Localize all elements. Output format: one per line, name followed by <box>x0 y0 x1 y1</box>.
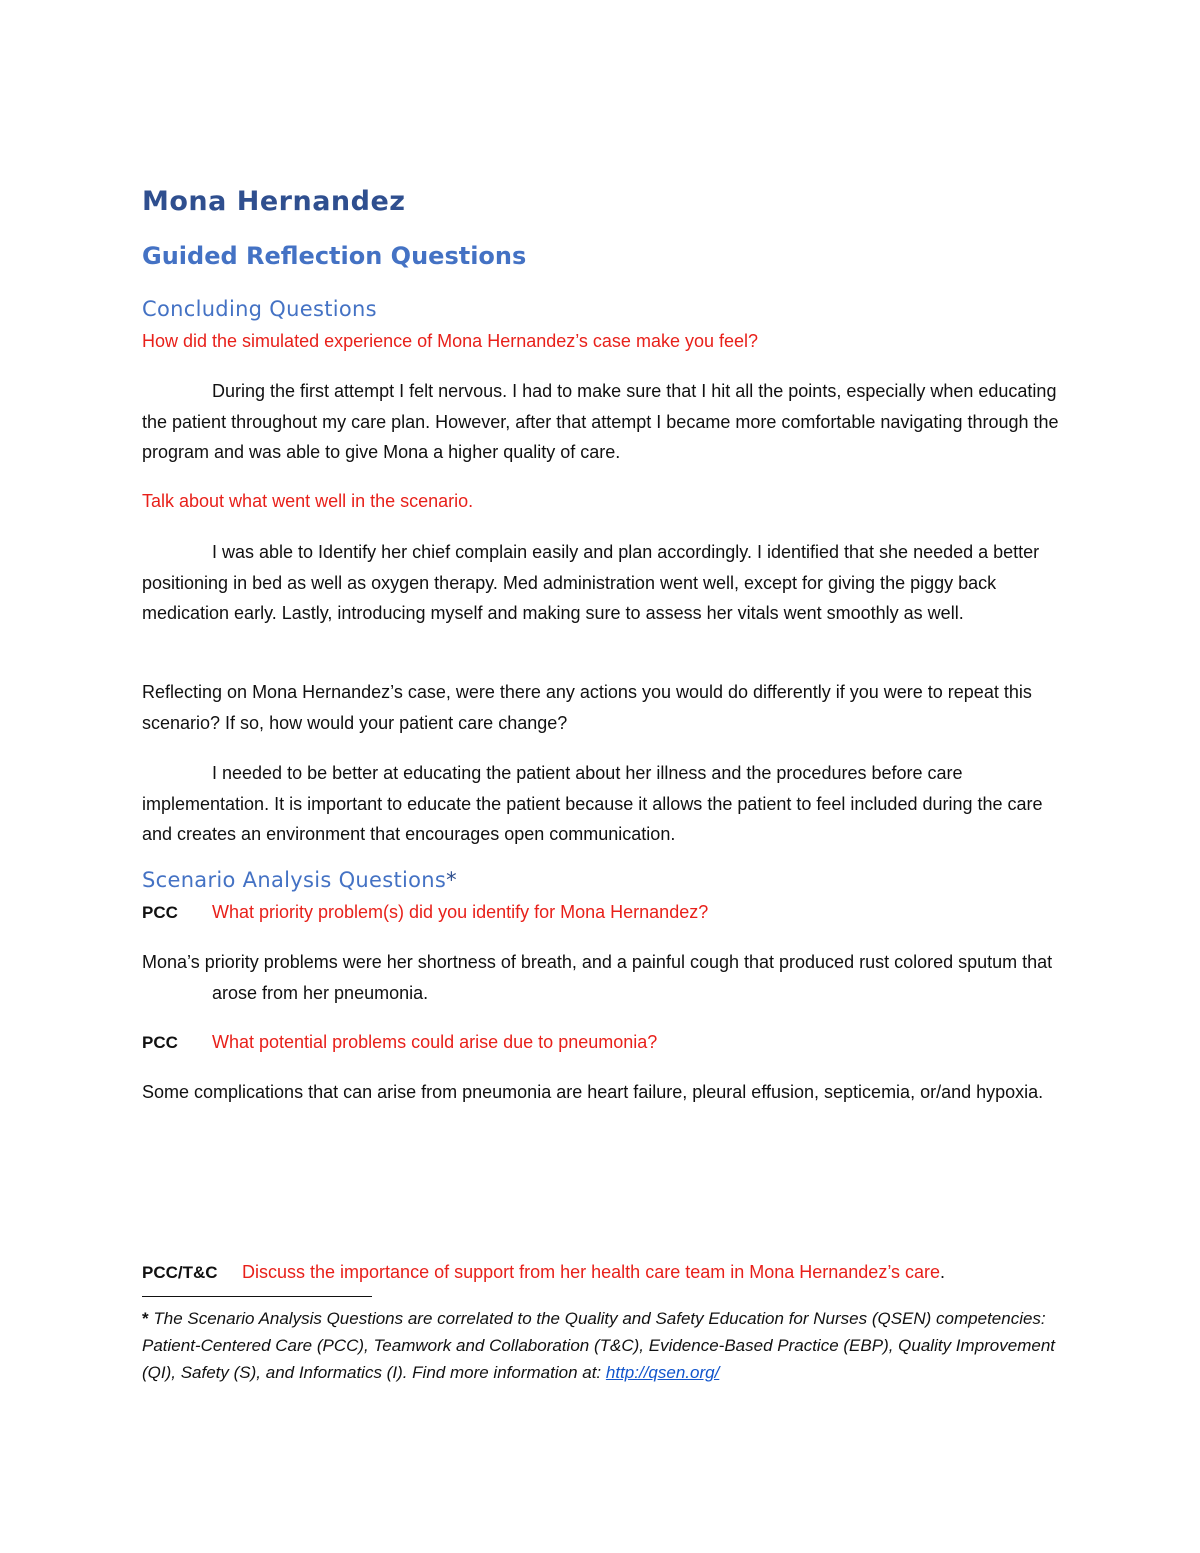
qsen-link[interactable]: http://qsen.org/ <box>605 1363 720 1382</box>
subtitle-heading: Guided Reflection Questions <box>142 242 527 270</box>
scenario-label: PCC/T&C <box>142 1263 218 1282</box>
answer-feel-text: During the first attempt I felt nervous. I had to make sure that I hit all the points, especially when educating the patient throughout my care plan. However, after that attempt I became more comfortable navigating through the program and was able to give Mona a higher quality of care. <box>142 381 1059 462</box>
footnote-text: The Scenario Analysis Questions are correlated to the Quality and Safety Education for Nurses (QSEN) competencies: Patient-Centered Care (PCC), Teamwork and Collaboration (T&C), Evidence-Based Practice (EBP), Quality Improvement (QI), Safety (S), and Informatics (I). Find more information at: <box>142 1309 1056 1382</box>
scenario-question: What potential problems could arise due to pneumonia? <box>212 1032 658 1052</box>
question-differently: Reflecting on Mona Hernandez’s case, were there any actions you would do differently if you were to repeat this scenario? If so, how would your patient care change? <box>142 682 1032 733</box>
scenario-analysis-heading <box>142 868 457 892</box>
scenario-question-end: . <box>940 1262 946 1282</box>
scenario-question: Discuss the importance of support from her health care team in Mona Hernandez’s care <box>242 1262 941 1282</box>
concluding-questions-heading: Concluding Questions <box>142 297 377 321</box>
scenario-answer-potential: Some complications that can arise from pneumonia are heart failure, pleural effusion, septicemia, or/and hypoxia. <box>142 1082 1044 1102</box>
answer-differently <box>142 758 1062 850</box>
name-heading: Mona Hernandez <box>142 186 406 217</box>
scenario-label: PCC <box>142 903 178 922</box>
answer-differently-text: I needed to be better at educating the patient about her illness and the procedures before care implementation. It is important to educate the patient because it allows the patient to feel included during the care and creates an environment that encourages open communication. <box>142 763 1043 844</box>
scenario-question: What priority problem(s) did you identify for Mona Hernandez? <box>212 902 709 922</box>
scenario-answer-priority: Mona’s priority problems were her shortness of breath, and a painful cough that produced rust colored sputum that arose from her pneumonia. <box>142 952 1053 1003</box>
scenario-item-support <box>142 1262 945 1283</box>
scenario-item-potential <box>142 1032 657 1053</box>
scenario-analysis-heading-text: Scenario Analysis Questions <box>142 868 447 892</box>
scenario-analysis-heading-mark: * <box>446 868 457 892</box>
scenario-label: PCC <box>142 1033 178 1052</box>
answer-went-well <box>142 537 1062 629</box>
answer-feel <box>142 376 1062 468</box>
question-went-well: Talk about what went well in the scenario. <box>142 491 474 511</box>
footnote-mark: * <box>142 1309 149 1328</box>
question-feel: How did the simulated experience of Mona Hernandez’s case make you feel? <box>142 331 759 351</box>
footnote-divider <box>142 1296 372 1297</box>
scenario-item-priority <box>142 902 708 923</box>
footnote <box>142 1305 1072 1386</box>
answer-went-well-text: I was able to Identify her chief complain easily and plan accordingly. I identified that she needed a better positioning in bed as well as oxygen therapy. Med administration went well, except for giving the piggy back medication early. Lastly, introducing myself and making sure to assess her vitals went smoothly as well. <box>142 542 1040 623</box>
